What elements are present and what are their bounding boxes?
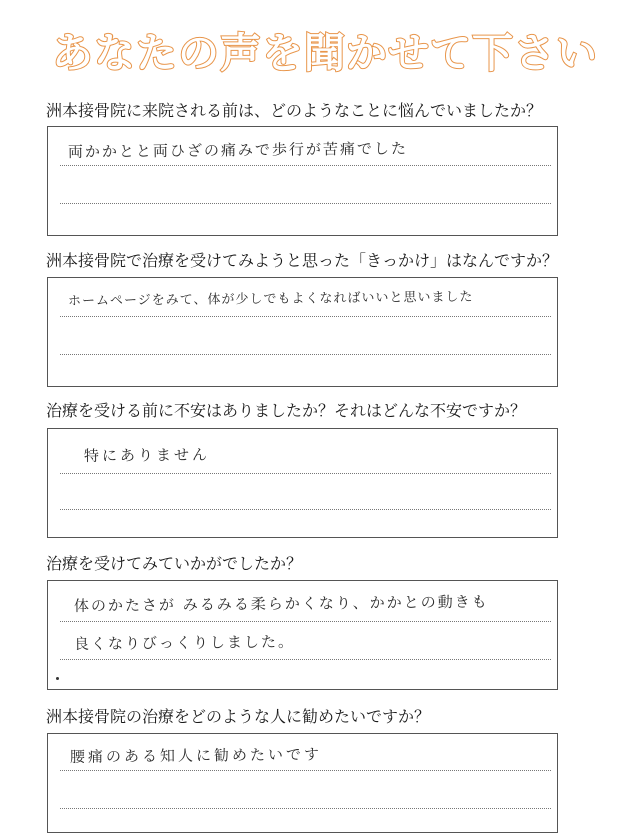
guide-line xyxy=(60,621,551,622)
guide-line xyxy=(60,659,551,660)
answer-box-3 xyxy=(47,428,558,538)
answer-2-line-1: ホームページをみて、体が少しでもよくなればいいと思いました xyxy=(67,289,474,309)
question-2: 洲本接骨院で治療を受けてみようと思った「きっかけ」はなんですか？ xyxy=(46,251,559,270)
answer-box-1 xyxy=(47,126,558,236)
guide-line xyxy=(60,316,551,317)
answer-4-line-1: 体のかたさが みるみる柔らかくなり、かかとの動きも xyxy=(73,592,489,615)
guide-line xyxy=(60,808,551,809)
page-title: あなたの声を聞かせて下さい xyxy=(52,29,598,77)
answer-4-line-2: 良くなりびっくりしました。 xyxy=(73,632,296,653)
question-5: 洲本接骨院の治療をどのような人に勧めたいですか？ xyxy=(46,707,431,726)
answer-3-line-1: 特にありません xyxy=(83,445,211,465)
answer-1-line-1: 両かかとと両ひざの痛みで歩行が苦痛でした xyxy=(67,139,409,161)
guide-line xyxy=(60,165,551,166)
question-4: 治療を受けてみていかがでしたか？ xyxy=(46,554,303,573)
guide-line xyxy=(60,509,551,510)
answer-box-2 xyxy=(47,277,558,387)
guide-line xyxy=(60,203,551,204)
guide-line xyxy=(60,473,551,474)
ink-dot xyxy=(56,677,59,680)
answer-5-line-1: 腰痛のある知人に勧めたいです xyxy=(69,745,323,766)
answer-box-5 xyxy=(47,733,558,833)
question-3: 治療を受ける前に不安はありましたか？それはどんな不安ですか？ xyxy=(46,401,527,420)
guide-line xyxy=(60,770,551,771)
guide-line xyxy=(60,354,551,355)
answer-box-4 xyxy=(47,580,558,690)
question-1: 洲本接骨院に来院される前は、どのようなことに悩んでいましたか？ xyxy=(46,101,543,120)
